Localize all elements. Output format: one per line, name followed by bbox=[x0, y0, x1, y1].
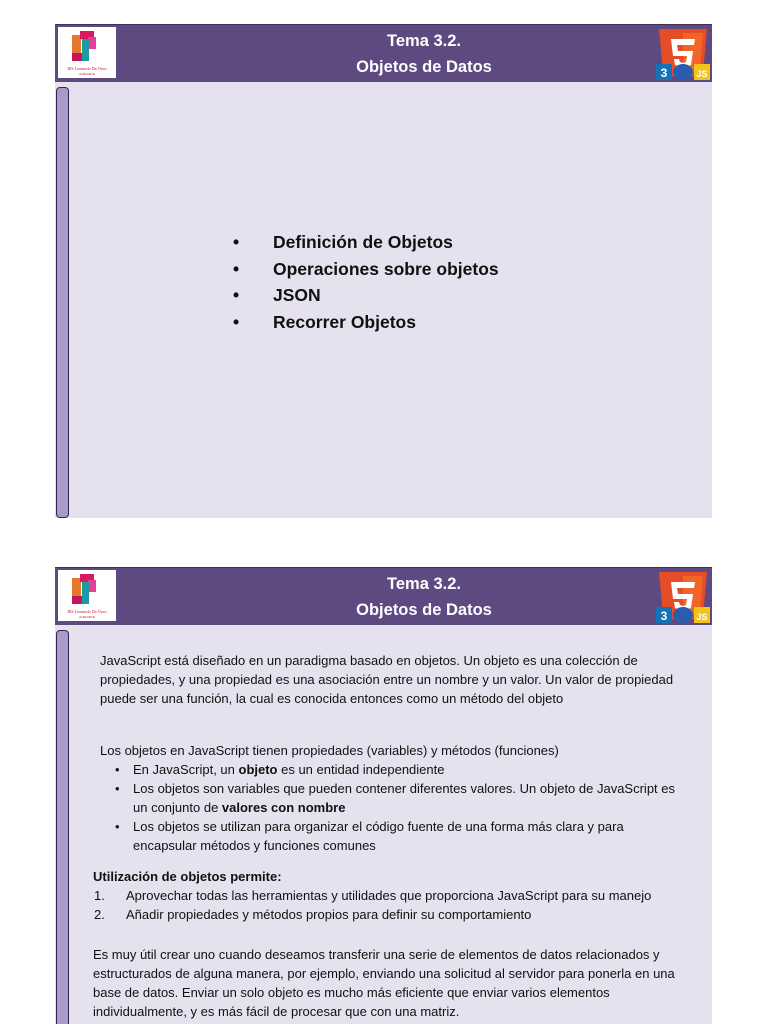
svg-text:3: 3 bbox=[660, 609, 668, 623]
slide-title-line2: Objetos de Datos bbox=[356, 601, 492, 619]
sidebar-bar bbox=[56, 87, 69, 518]
text-segment: En JavaScript, un bbox=[133, 762, 239, 777]
sidebar-bar bbox=[56, 630, 69, 1024]
list-item: • JSON bbox=[233, 282, 499, 309]
logo-text: IES Leonardo Da Vinci bbox=[67, 66, 107, 71]
svg-text:JS: JS bbox=[696, 612, 708, 622]
item-text: Añadir propiedades y métodos propios para definir su comportamiento bbox=[126, 907, 532, 922]
text-segment: es un entidad independiente bbox=[277, 762, 445, 777]
list-item bbox=[107, 760, 687, 779]
item-number: 1. bbox=[94, 888, 105, 903]
topic-list bbox=[233, 229, 499, 335]
slide-title-line1: Tema 3.2. bbox=[387, 32, 461, 50]
item-text: Aprovechar todas las herramientas y utilidades que proporciona JavaScript para su manejo bbox=[126, 888, 652, 903]
slide-1 bbox=[55, 24, 712, 518]
objects-paragraph: Los objetos en JavaScript tienen propiedades (variables) y métodos (funciones) bbox=[100, 743, 559, 758]
logo-text: IES Leonardo Da Vinci bbox=[67, 609, 107, 614]
objects-bullets bbox=[107, 760, 687, 855]
school-logo bbox=[58, 570, 116, 621]
html5-css3-js-icon bbox=[656, 27, 710, 81]
closing-paragraph: Es muy útil crear uno cuando deseamos transferir una serie de elementos de datos relacionados y estructurados de alguna manera, por ejemplo, enviando una solicitud al servidor para ponerla en una base de datos. Enviar un solo objeto es mucho más eficiente que enviar varios elementos individualmente, y es más fácil de procesar que con una matriz. bbox=[93, 947, 675, 1019]
item-number: 2. bbox=[94, 907, 105, 922]
list-item: • Operaciones sobre objetos bbox=[233, 256, 499, 283]
svg-text:3: 3 bbox=[660, 66, 668, 80]
usage-list bbox=[93, 886, 683, 924]
school-logo bbox=[58, 27, 116, 78]
slide-header bbox=[55, 24, 712, 82]
logo-subtext: ALBACETE bbox=[79, 72, 95, 76]
slide-2 bbox=[55, 567, 712, 1024]
usage-heading: Utilización de objetos permite: bbox=[93, 869, 282, 884]
list-item: • Los objetos se utilizan para organizar el código fuente de una forma más clara y para encapsular métodos y funciones comunes bbox=[107, 817, 687, 855]
list-item bbox=[93, 905, 683, 924]
logo-subtext: ALBACETE bbox=[79, 615, 95, 619]
list-item: • Definición de Objetos bbox=[233, 229, 499, 256]
list-item bbox=[93, 886, 683, 905]
list-item bbox=[107, 779, 687, 817]
svg-text:JS: JS bbox=[696, 69, 708, 79]
slide-title-line2: Objetos de Datos bbox=[356, 58, 492, 76]
text-segment: Los objetos son variables que pueden contener diferentes valores. Un objeto de JavaScript es un conjunto de bbox=[133, 781, 676, 815]
slide-header bbox=[55, 567, 712, 625]
bold-term: valores con nombre bbox=[221, 800, 346, 815]
slide-title-line1: Tema 3.2. bbox=[387, 575, 461, 593]
bold-term: objeto bbox=[238, 762, 278, 777]
html5-css3-js-icon bbox=[656, 570, 710, 624]
list-item: • Recorrer Objetos bbox=[233, 309, 499, 336]
intro-paragraph: JavaScript está diseñado en un paradigma basado en objetos. Un objeto es una colección de propiedades, y una propiedad es una asociación entre un nombre y un valor. Un valor de propiedad puede ser una función, la cual es conocida entonces como un método del objeto bbox=[100, 653, 674, 706]
